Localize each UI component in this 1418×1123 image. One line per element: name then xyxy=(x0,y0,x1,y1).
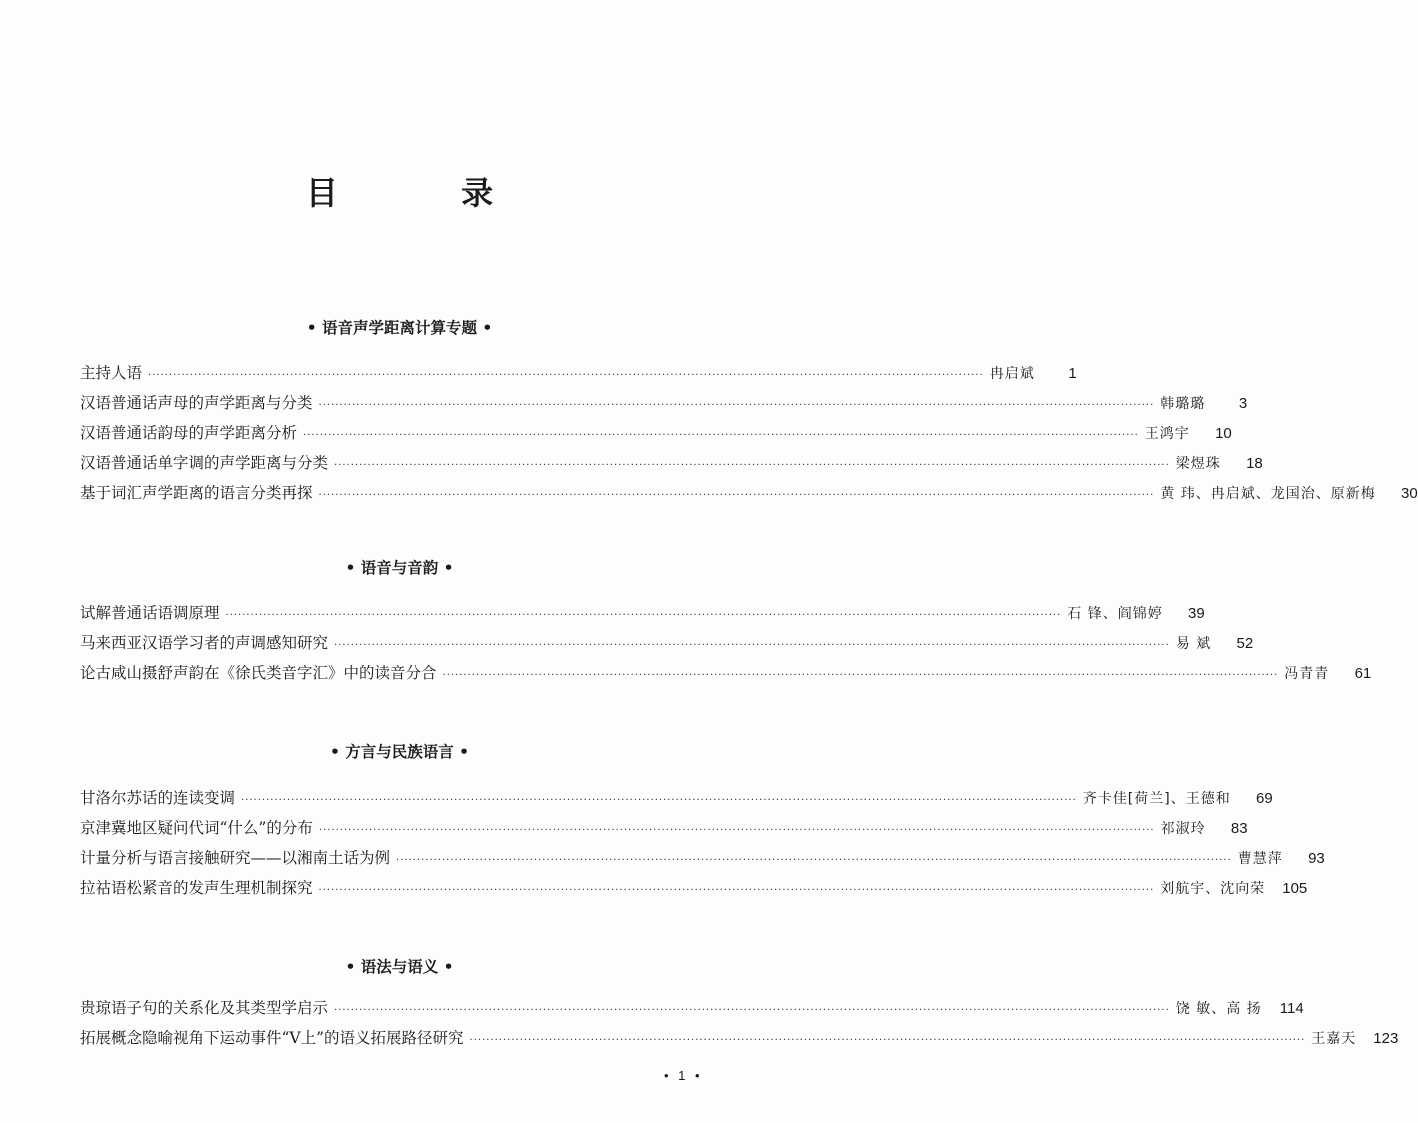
page-number: • 1 • xyxy=(664,1068,703,1083)
entry-author: 韩璐璐 xyxy=(1160,396,1206,412)
toc-entry[interactable] xyxy=(80,601,1205,627)
entry-title: 计量分析与语言接触研究——以湘南土话为例 xyxy=(80,849,391,867)
section-heading: • 方言与民族语言 • xyxy=(329,743,470,761)
entry-author: 石 锋、阎锦婷 xyxy=(1067,606,1163,622)
dot-leader: ········································································································································································································ xyxy=(303,430,1139,441)
entry-author: 王鸿宇 xyxy=(1144,426,1190,442)
dot-leader: ········································································································································································································ xyxy=(241,795,1077,806)
entry-author: 曹慧萍 xyxy=(1237,851,1283,867)
toc-entry[interactable] xyxy=(80,846,1325,872)
entry-title: 拉祜语松紧音的发声生理机制探究 xyxy=(80,879,313,897)
section-heading: • 语法与语义 • xyxy=(345,958,454,976)
toc-entry[interactable] xyxy=(80,661,1372,687)
toc-entry[interactable] xyxy=(80,391,1248,417)
entry-page-number: 114 xyxy=(1279,1000,1304,1017)
entry-title: 马来西亚汉语学习者的声调感知研究 xyxy=(80,634,329,652)
entry-page-number: 93 xyxy=(1308,850,1325,867)
entry-title: 论古咸山摄舒声韵在《徐氏类音字汇》中的读音分合 xyxy=(80,664,437,682)
entry-title: 基于词汇声学距离的语言分类再探 xyxy=(80,484,313,502)
entry-page-number: 30 xyxy=(1401,485,1418,502)
entry-title: 汉语普通话单字调的声学距离与分类 xyxy=(80,454,329,472)
entry-page-number: 18 xyxy=(1246,455,1263,472)
entry-page-number: 61 xyxy=(1354,665,1372,682)
entry-page-number: 83 xyxy=(1230,820,1248,837)
entry-title: 拓展概念隐喻视角下运动事件“V上”的语义拓展路径研究 xyxy=(80,1029,464,1047)
entry-page-number: 123 xyxy=(1373,1030,1399,1047)
entry-page-number: 105 xyxy=(1282,880,1308,897)
toc-entry[interactable] xyxy=(80,1026,1399,1052)
entry-author: 冉启斌 xyxy=(989,366,1035,382)
entry-author: 冯青青 xyxy=(1284,666,1330,682)
entry-title: 甘洛尔苏话的连读变调 xyxy=(80,789,236,807)
toc-entry[interactable] xyxy=(80,421,1232,447)
section-heading: • 语音与音韵 • xyxy=(345,559,454,577)
entry-title: 贵琼语子句的关系化及其类型学启示 xyxy=(80,999,329,1017)
dot-leader: ········································································································································································································ xyxy=(396,855,1232,866)
toc-entry[interactable] xyxy=(80,481,1418,507)
entry-author: 祁淑玲 xyxy=(1160,821,1206,837)
page-title: 目 录 xyxy=(305,174,550,212)
dot-leader: ········································································································································································································ xyxy=(318,490,1155,501)
entry-title: 汉语普通话声母的声学距离与分类 xyxy=(80,394,313,412)
dot-leader: ········································································································································································································ xyxy=(334,640,1170,651)
dot-leader: ········································································································································································································ xyxy=(469,1035,1306,1046)
entry-page-number: 1 xyxy=(1068,365,1077,382)
toc-entry[interactable] xyxy=(80,451,1263,477)
dot-leader: ········································································································································································································ xyxy=(225,610,1062,621)
dot-leader: ········································································································································································································ xyxy=(334,460,1170,471)
entry-author: 齐卡佳[荷兰]、王德和 xyxy=(1082,791,1231,807)
entry-title: 京津冀地区疑问代词“什么”的分布 xyxy=(80,819,313,837)
toc-entry[interactable] xyxy=(80,631,1254,657)
entry-title: 试解普通话语调原理 xyxy=(80,604,220,622)
toc-entry[interactable] xyxy=(80,996,1304,1022)
entry-page-number: 10 xyxy=(1215,425,1232,442)
entry-page-number: 52 xyxy=(1236,635,1254,652)
dot-leader: ········································································································································································································ xyxy=(318,400,1155,411)
entry-author: 刘航宇、沈向荣 xyxy=(1160,881,1266,897)
entry-author: 易 斌 xyxy=(1175,636,1212,652)
entry-title: 汉语普通话韵母的声学距离分析 xyxy=(80,424,298,442)
toc-entry[interactable] xyxy=(80,876,1308,902)
dot-leader: ········································································································································································································ xyxy=(318,885,1155,896)
entry-author: 王嘉天 xyxy=(1311,1031,1357,1047)
entry-page-number: 3 xyxy=(1238,395,1248,412)
entry-page-number: 39 xyxy=(1188,605,1205,622)
entry-page-number: 69 xyxy=(1256,790,1273,807)
dot-leader: ········································································································································································································ xyxy=(442,670,1279,681)
dot-leader: ········································································································································································································ xyxy=(334,1005,1170,1016)
dot-leader: ········································································································································································································ xyxy=(148,370,984,381)
dot-leader: ········································································································································································································ xyxy=(318,825,1155,836)
entry-title: 主持人语 xyxy=(80,364,143,382)
toc-entry[interactable] xyxy=(80,361,1077,387)
toc-entry[interactable] xyxy=(80,816,1248,842)
entry-author: 梁煜珠 xyxy=(1175,456,1221,472)
entry-author: 黄 玮、冉启斌、龙国治、原新梅 xyxy=(1160,486,1376,502)
section-heading: • 语音声学距离计算专题 • xyxy=(306,319,493,337)
toc-entry[interactable] xyxy=(80,786,1273,812)
entry-author: 饶 敏、高 扬 xyxy=(1175,1001,1262,1017)
